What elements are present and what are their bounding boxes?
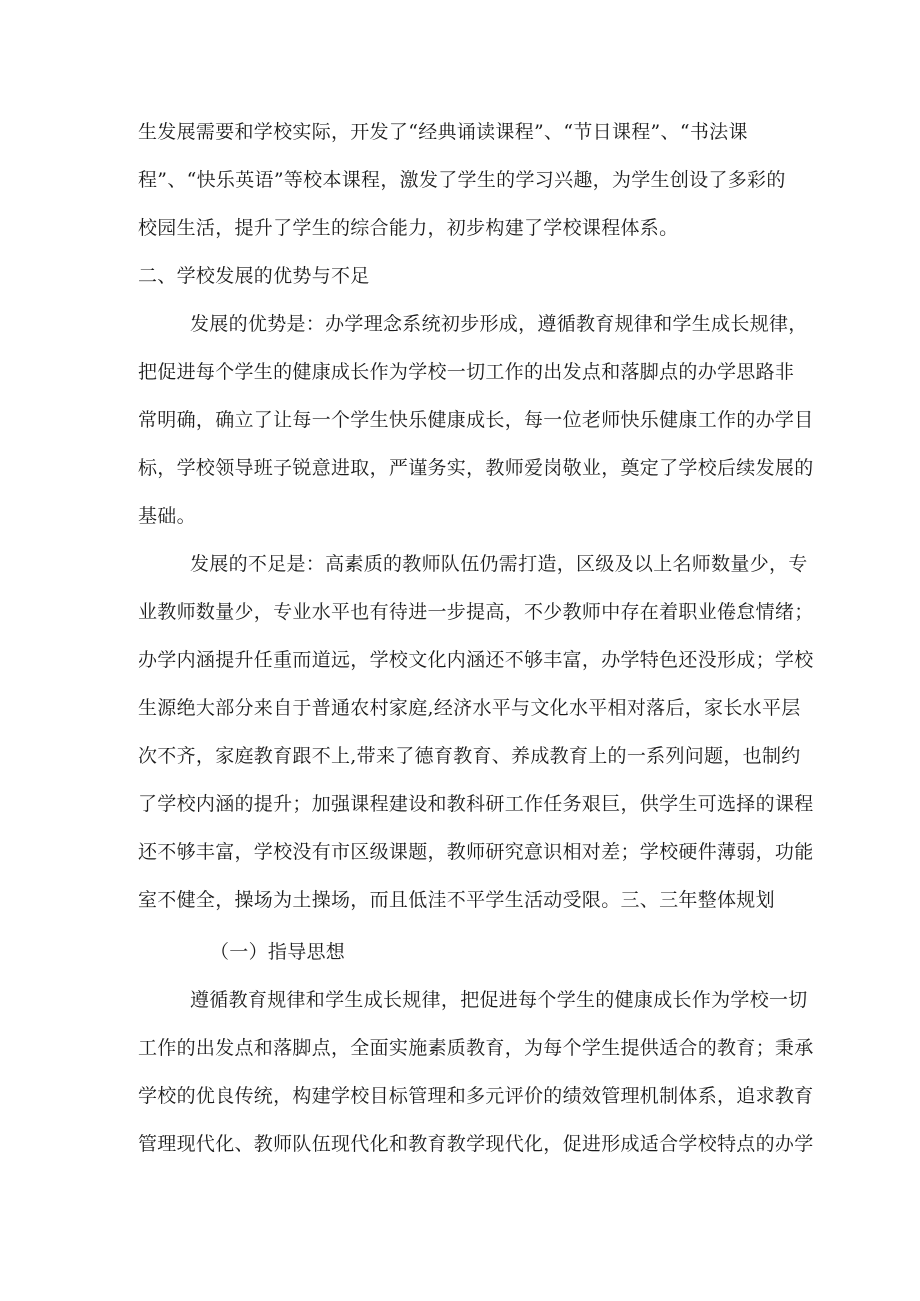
paragraph-line: 工作的出发点和落脚点，全面实施素质教育，为每个学生提供适合的教育；秉承 — [138, 1037, 814, 1059]
paragraph-line: 管理现代化、教师队伍现代化和教育教学现代化，促进形成适合学校特点的办学 — [138, 1133, 814, 1155]
paragraph-line: 发展的优势是：办学理念系统初步形成，遵循教育规律和学生成长规律， — [190, 313, 808, 335]
paragraph-line: 生源绝大部分来自于普通农村家庭,经济水平与文化水平相对落后，家长水平层 — [138, 697, 801, 719]
paragraph-line: 办学内涵提升任重而道远，学校文化内涵还不够丰富，办学特色还没形成；学校 — [138, 649, 814, 671]
paragraph-line: 发展的不足是：高素质的教师队伍仍需打造，区级及以上名师数量少，专 — [190, 553, 808, 575]
paragraph-line: 程”、“快乐英语”等校本课程，激发了学生的学习兴趣，为学生创设了多彩的 — [138, 169, 786, 191]
subsection-heading: （一）指导思想 — [210, 941, 346, 963]
paragraph-line: 业教师数量少，专业水平也有待进一步提高，不少教师中存在着职业倦怠情绪； — [138, 601, 814, 623]
paragraph-line: 次不齐，家庭教育跟不上,带来了德育教育、养成教育上的一系列问题，也制约 — [138, 745, 801, 767]
paragraph-line: 还不够丰富，学校没有市区级课题，教师研究意识相对差；学校硬件薄弱，功能 — [138, 841, 814, 863]
paragraph-line: 生发展需要和学校实际，开发了“经典诵读课程”、“节日课程”、“书法课 — [138, 121, 748, 143]
section-heading: 二、学校发展的优势与不足 — [138, 265, 370, 287]
paragraph-line: 标，学校领导班子锐意进取，严谨务实，教师爱岗敬业，奠定了学校后续发展的 — [138, 457, 814, 479]
paragraph-line: 学校的优良传统，构建学校目标管理和多元评价的绩效管理机制体系，追求教育 — [138, 1085, 814, 1107]
paragraph-line: 校园生活，提升了学生的综合能力，初步构建了学校课程体系。 — [138, 217, 679, 239]
paragraph-line: 室不健全，操场为土操场，而且低洼不平学生活动受限。三、三年整体规划 — [138, 889, 775, 911]
paragraph-line: 基础。 — [138, 505, 196, 527]
paragraph-line: 了学校内涵的提升；加强课程建设和教科研工作任务艰巨，供学生可选择的课程 — [138, 793, 814, 815]
paragraph-line: 把促进每个学生的健康成长作为学校一切工作的出发点和落脚点的办学思路非 — [138, 361, 795, 383]
paragraph-line: 常明确，确立了让每一个学生快乐健康成长，每一位老师快乐健康工作的办学目 — [138, 409, 814, 431]
paragraph-line: 遵循教育规律和学生成长规律，把促进每个学生的健康成长作为学校一切 — [190, 989, 808, 1011]
